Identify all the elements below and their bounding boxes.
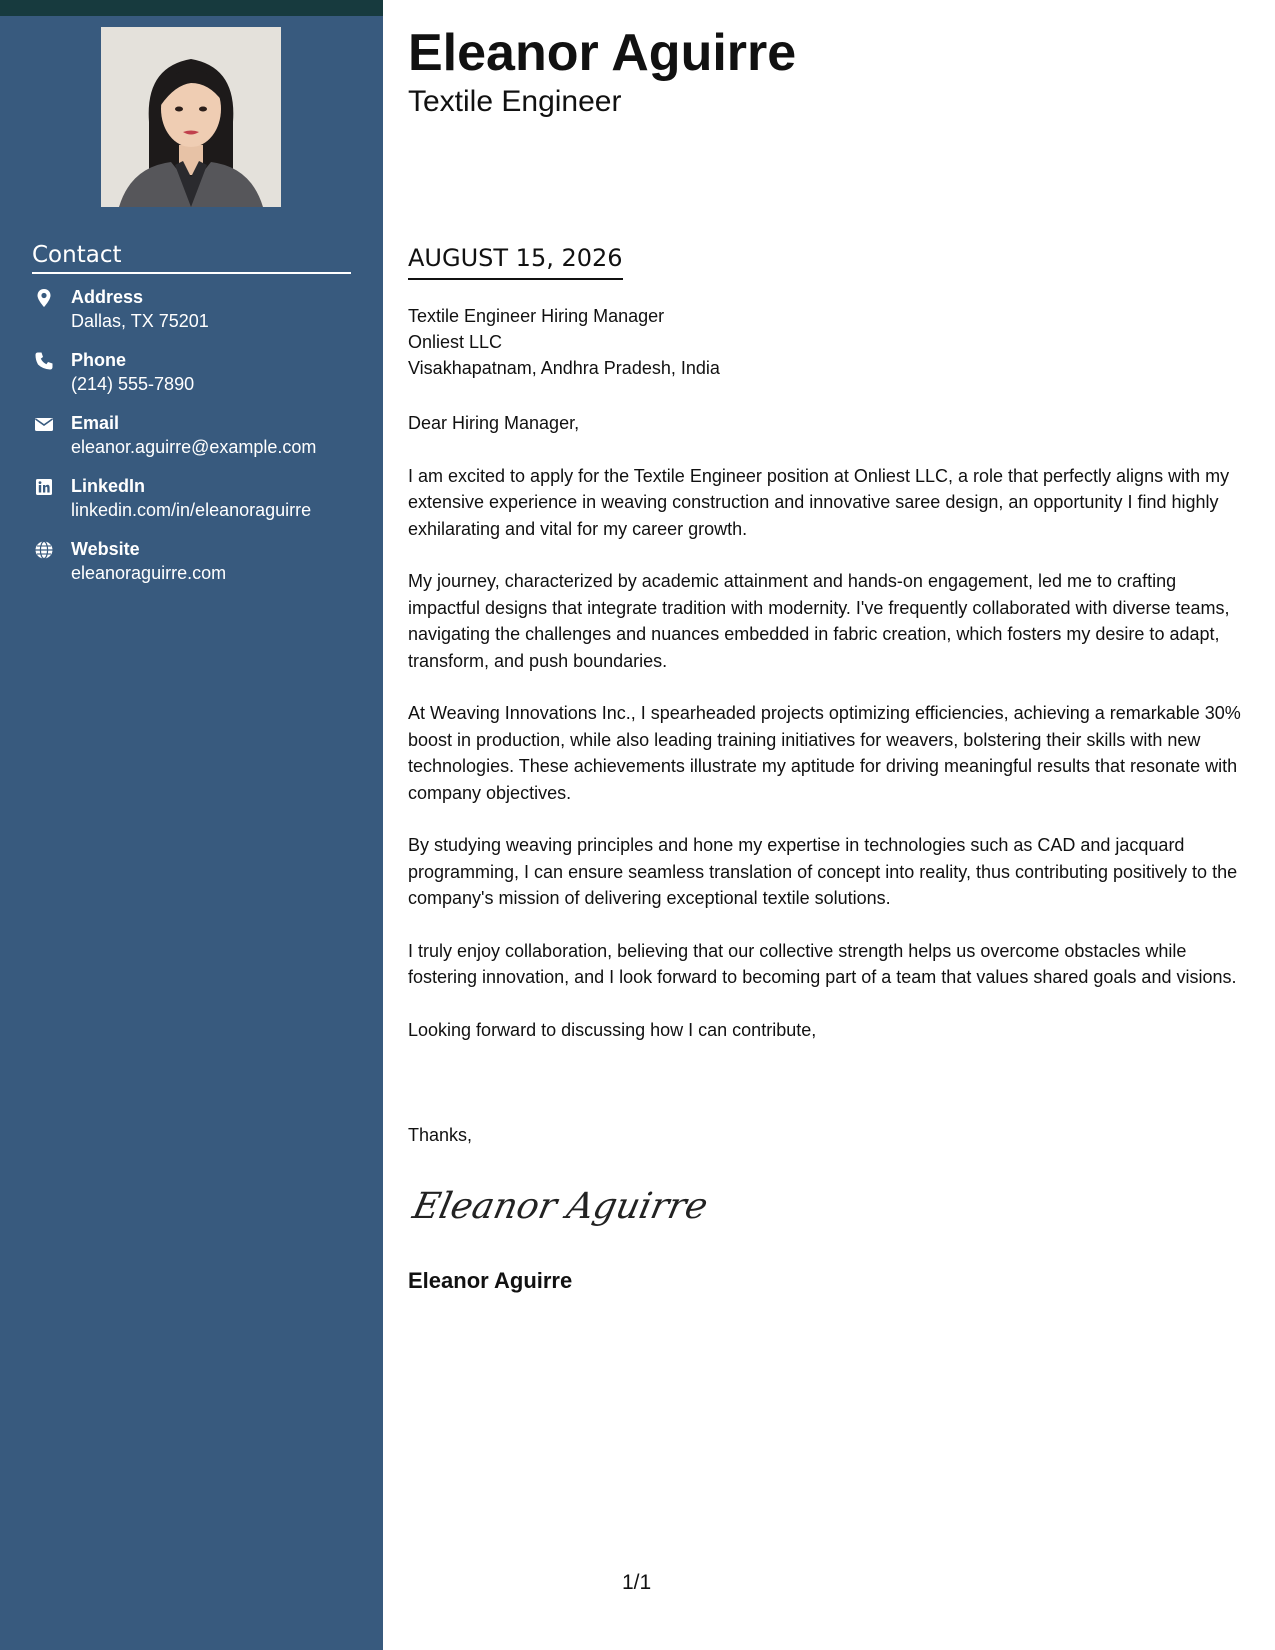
- email-value[interactable]: eleanor.aguirre@example.com: [71, 437, 317, 457]
- sidebar-top-bar: [0, 0, 383, 16]
- avatar-portrait: [101, 27, 281, 207]
- linkedin-value[interactable]: linkedin.com/in/eleanoraguirre: [71, 500, 312, 520]
- contact-item-phone: [32, 349, 372, 412]
- closing: Thanks,: [408, 1125, 473, 1145]
- body-paragraph: My journey, characterized by academic attainment and hands-on engagement, led me to crafting impactful designs that integrate tradition with modernity. I've frequently collaborated with diverse teams, navigating the challenges and nuances embedded in fabric creation, which fosters my desire to adapt, transform, and push boundaries.: [408, 571, 1230, 671]
- recipient-line: Visakhapatnam, Andhra Pradesh, India: [408, 358, 720, 378]
- phone-value[interactable]: (214) 555-7890: [71, 374, 195, 394]
- body-paragraph: By studying weaving principles and hone my expertise in technologies such as CAD and jacquard programming, I can ensure seamless translation of concept into reality, thus contributing positively to the company's mission of delivering exceptional textile solutions.: [408, 835, 1238, 908]
- recipient-block: [408, 303, 720, 381]
- page-number: 1/1: [622, 1571, 652, 1594]
- contact-label: Phone: [71, 350, 127, 370]
- globe-icon: [34, 540, 54, 560]
- letter-date: AUGUST 15, 2026: [408, 242, 623, 280]
- contact-label: Email: [71, 413, 120, 433]
- recipient-line: Textile Engineer Hiring Manager: [408, 306, 665, 326]
- salutation: Dear Hiring Manager,: [408, 413, 580, 433]
- signature-image: [409, 1176, 712, 1236]
- letter-body: [408, 410, 1246, 1069]
- sidebar: [0, 0, 383, 1650]
- body-paragraph: Looking forward to discussing how I can contribute,: [408, 1019, 817, 1040]
- website-value[interactable]: eleanoraguirre.com: [71, 563, 227, 583]
- map-pin-icon: [34, 288, 54, 308]
- linkedin-icon: [34, 477, 54, 497]
- contact-heading: Contact: [32, 240, 351, 274]
- contact-item-address: [32, 286, 372, 349]
- address-value: Dallas, TX 75201: [71, 311, 209, 331]
- job-title: Textile Engineer: [408, 85, 622, 118]
- contact-label: LinkedIn: [71, 476, 146, 496]
- body-paragraph: At Weaving Innovations Inc., I spearheaded projects optimizing efficiencies, achieving a remarkable 30% boost in production, while also leading training initiatives for weavers, bolstering their skills with new technologies. These achievements illustrate my aptitude for driving meaningful results that resonate with company objectives.: [408, 703, 1241, 803]
- signer-name: Eleanor Aguirre: [408, 1268, 573, 1293]
- contact-item-email: [32, 412, 372, 475]
- contact-label: Address: [71, 287, 144, 307]
- body-paragraph: I am excited to apply for the Textile Engineer position at Onliest LLC, a role that perfectly aligns with my extensive experience in weaving construction and innovative saree design, an opportunity I find highly exhilarating and vital for my career growth.: [408, 465, 1230, 539]
- signature-text: Eleanor Aguirre: [409, 1184, 712, 1227]
- envelope-icon: [34, 414, 54, 434]
- contact-item-linkedin: [32, 475, 372, 538]
- body-paragraph: I truly enjoy collaboration, believing that our collective strength helps us overcome obstacles while fostering innovation, and I look forward to becoming part of a team that values shared goals and visions.: [408, 940, 1237, 987]
- applicant-name: Eleanor Aguirre: [408, 24, 797, 82]
- avatar: [101, 27, 281, 207]
- contact-label: Website: [71, 539, 140, 559]
- phone-icon: [34, 351, 54, 371]
- recipient-line: Onliest LLC: [408, 332, 503, 352]
- contact-item-website: [32, 538, 372, 601]
- contact-list: [32, 286, 372, 601]
